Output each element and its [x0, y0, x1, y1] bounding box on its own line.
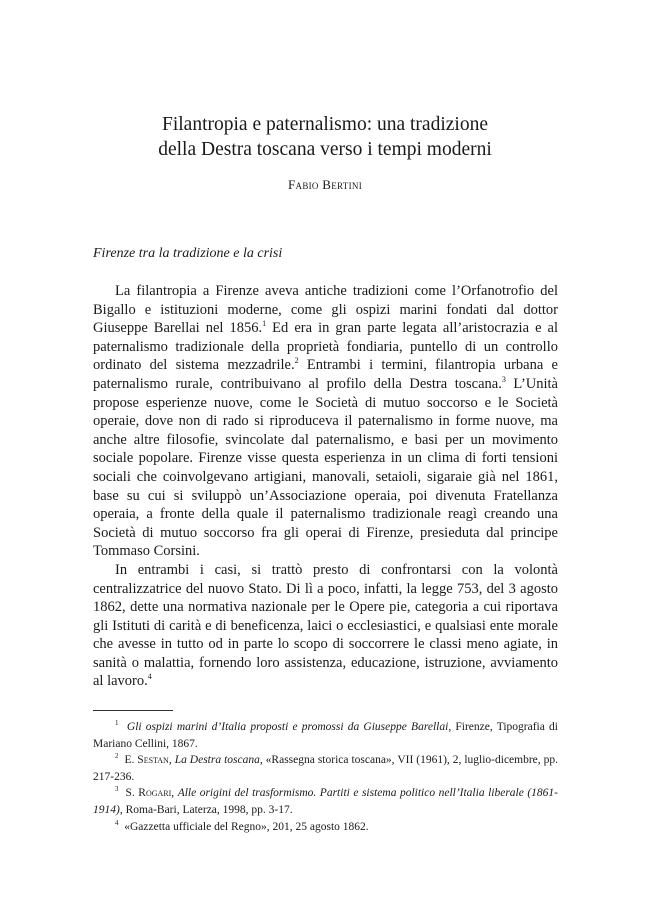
footnote-1	[93, 719, 558, 752]
paragraph-2-text: In entrambi i casi, si trattò presto di confrontarsi con la volontà centralizzatrice del nuovo Stato. Di lì a poco, infatti, la legge 753, del 3 agosto 1862, dette una normativa nazionale per le Opere pie, categoria a cui riportava gli Istituti di carità e di beneficenza, laici o ecclesiastici, e qualsiasi ente morale che avesse in tutto od in parte lo scopo di soccorrere le classi meno agiate, in sanità o malattia, fornendo loro assistenza, educazione, istruzione, avviamento al lavoro.	[93, 561, 558, 690]
footnote-1-title: Gli ospizi marini d’Italia proposti e promossi da Giuseppe Barellai	[126, 721, 449, 733]
footnote-1-rest: , Firenze, Tipografia di Mariano Cellini, 1867.	[93, 721, 558, 750]
article-title-line-2: della Destra toscana verso i tempi moderni	[158, 139, 492, 160]
footnote-1-number: 1	[115, 719, 119, 727]
body-text	[93, 282, 558, 691]
section-heading: Firenze tra la tradizione e la crisi	[93, 246, 283, 261]
footnote-3-number: 3	[115, 785, 119, 794]
article-title-line-1: Filantropia e paternalismo: una tradizione	[162, 114, 488, 135]
paragraph-1-sentence-3: Entrambi i termini, filantropia urbana e paternalismo rurale, contribuivano al profilo della Destra toscana.	[93, 357, 558, 392]
footnotes	[93, 719, 558, 835]
paragraph-1	[93, 282, 558, 561]
footnote-2-author: E. Sestan	[124, 754, 169, 767]
footnote-4	[93, 819, 558, 836]
footnote-ref-2: 2	[294, 356, 299, 366]
footnote-3: $^3$ S. Rogari, Alle origini del trasformismo. Partiti e sistema politico nell’Italia liberale (1861-1914), Roma-Bari, Laterza, 1998, pp. 3-17.	[93, 785, 559, 816]
paragraph-2	[93, 561, 558, 691]
footnote-3-author: S. Rogari	[125, 787, 172, 800]
paragraph-1-sentence-1: La filantropia a Firenze aveva antiche tradizioni come l’Orfanotrofio del Bigallo e istituzioni moderne, come gli ospizi marini fondati dal dottor Giuseppe Barellai nel 1856.	[93, 283, 558, 337]
footnote-3-rest: , Roma-Bari, Laterza, 1998, pp. 3-17.	[119, 803, 293, 816]
footnote-2-rest: , «Rassegna storica toscana», VII (1961), 2, luglio-dicembre, pp. 217-236.	[93, 754, 559, 783]
footnote-4-rest: «Gazzetta ufficiale del Regno», 201, 25 agosto 1862.	[124, 820, 369, 833]
author-name	[0, 177, 650, 193]
paragraph-1-sentence-4: L’Unità propose esperienze nuove, come le Società di mutuo soccorso e le Società operaie, dove non di rado si riproduceva il paternalismo in forme nuove, ma anche altre filosofie, svincolate dal paternalismo, e basi per un movimento sociale popolare. Firenze visse questa esperienza in un clima di forti tensioni sociali che coinvolgevano artigiani, manovali, setaioli, sigaraie già nel 1861, base su cui si sviluppò un’Associazione operaia, poi divenuta Fratellanza operaia, a fronte della quale il paternalismo tradizionale reagì creando una Società di mutuo soccorso fra gli operai di Firenze, presieduta dal principe Tommaso Corsini.	[93, 375, 558, 560]
article-title	[0, 112, 650, 162]
footnote-divider	[93, 710, 173, 711]
footnote-ref-4: 4	[147, 672, 152, 682]
footnote-2-number: 2	[115, 752, 119, 761]
author-name-text: Fabio Bertini	[287, 177, 362, 192]
footnote-ref-3: 3	[501, 374, 506, 384]
footnote-ref-1: 1	[262, 319, 267, 329]
paragraph-1-sentence-2: Ed era in gran parte legata all’aristocrazia e al paternalismo tradizionale della proprietà fondiaria, puntello di un controllo ordinato del sistema mezzadrile.	[93, 320, 559, 374]
footnote-2: $^2$ E. Sestan, La Destra toscana, «Rassegna storica toscana», VII (1961), 2, luglio-dicembre, pp. 217-236.	[93, 752, 559, 783]
footnote-2-title: La Destra toscana	[174, 754, 260, 767]
footnote-4-number: 4	[115, 818, 119, 827]
footnote-3-title: Alle origini del trasformismo. Partiti e sistema politico nell’Italia liberale (1861-1914)	[93, 787, 559, 816]
